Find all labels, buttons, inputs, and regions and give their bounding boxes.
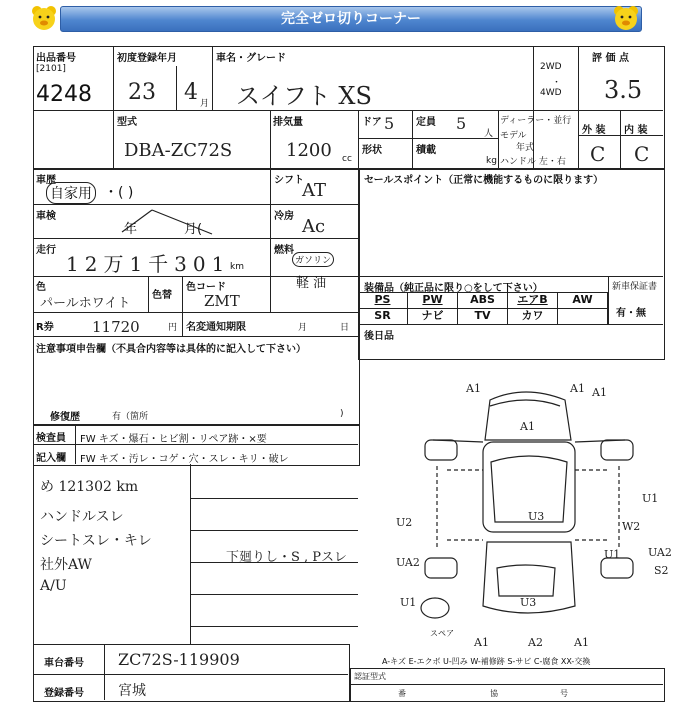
new-value: 有・無	[616, 308, 646, 319]
repair-value: 有（箇所	[112, 412, 149, 422]
int-value: C	[634, 142, 650, 166]
disp-value: 1200	[286, 140, 332, 161]
fuel-light: 軽 油	[296, 276, 327, 291]
mileage-value: 12万1千301	[66, 252, 231, 276]
fuel-gas: ガソリン	[292, 252, 334, 267]
damage-mark: U1	[400, 596, 417, 609]
door-label: ドア	[362, 117, 382, 128]
car-damage-diagram	[395, 370, 660, 628]
color-label: 色	[36, 282, 46, 293]
damage-mark: U3	[528, 510, 545, 523]
int-label: 内 装	[624, 125, 648, 136]
equip-item: SR	[358, 308, 408, 324]
damage-mark: UA2	[648, 546, 672, 559]
damage-mark: A1	[474, 636, 489, 649]
comment-line: め 121302 km	[40, 479, 139, 495]
dealer-label: ディーラー・並行	[500, 116, 572, 126]
damage-mark: A1	[520, 420, 535, 433]
lot-label: 出品番号	[36, 53, 76, 64]
load-label: 積載	[416, 145, 436, 156]
plate-label: 登録番号	[44, 688, 84, 699]
disp-unit: cc	[342, 154, 352, 164]
door-value: 5	[384, 114, 395, 133]
equip-item: カワ	[508, 308, 558, 324]
comment-line: ハンドルスレ	[40, 509, 124, 525]
load-unit: kg	[486, 156, 497, 166]
colorcode-value: ZMT	[204, 292, 240, 310]
damage-mark: A1	[570, 382, 585, 395]
equip-item: エアB	[508, 292, 558, 308]
inspector-row-1: FW キズ・爆石・ヒビ割・リペア跡・×要	[80, 434, 267, 445]
ac-label: 冷房	[274, 211, 294, 222]
sub-1: 番	[398, 689, 406, 698]
damage-mark: U3	[520, 596, 537, 609]
equip-item: AW	[558, 292, 608, 308]
auth-label: 認証型式	[354, 672, 386, 681]
shape-label: 形状	[362, 145, 382, 156]
equip-item: PW	[408, 292, 458, 308]
damage-mark: UA2	[396, 556, 420, 569]
legend-text: A-キズ E-エクボ U-凹み W-補修跡 S-サビ C-腐食 XX-交換	[382, 657, 591, 666]
recycle-value: 11720	[92, 318, 140, 336]
handle-label: ハンドル 左・右	[500, 157, 566, 167]
sub-2: 協	[490, 689, 498, 698]
repair-label: 修復歴	[50, 412, 80, 423]
equip-label: 装備品（純正品に限り○をして下さい）	[364, 283, 543, 294]
ext-value: C	[590, 142, 606, 166]
history-value: 自家用	[46, 182, 96, 204]
equip-empty-cell	[558, 308, 608, 324]
trunk-label: 後日品	[364, 331, 394, 342]
shift-value: AT	[302, 180, 327, 201]
equip-row-2	[358, 308, 608, 324]
cap-label: 定員	[416, 117, 436, 128]
history-label: 車歴	[36, 175, 56, 186]
inspect-month: 月(	[184, 222, 203, 237]
grade-value: 3.5	[604, 76, 643, 104]
damage-mark: A1	[574, 636, 589, 649]
type-value: DBA-ZC72S	[124, 140, 233, 161]
type-label: 型式	[117, 117, 137, 128]
mileage-unit: km	[230, 262, 244, 272]
mileage-label: 走行	[36, 245, 56, 256]
chassis-label: 車台番号	[44, 658, 84, 669]
sub-3: 号	[560, 689, 568, 698]
inspect-label: 車検	[36, 211, 56, 222]
carname-value: スイフト XS	[236, 82, 372, 110]
header-band	[0, 0, 700, 36]
damage-mark: U1	[642, 492, 659, 505]
new-label: 新車保証書	[612, 282, 658, 292]
repair-close: )	[340, 409, 344, 419]
shift-label: シフト	[274, 175, 304, 186]
equip-item: ABS	[458, 292, 508, 308]
history-paren: ・( )	[104, 185, 134, 201]
inspector-label: 検査員	[36, 433, 66, 444]
inspect-strike-mark	[112, 204, 222, 238]
plate-value: 宮城	[118, 683, 146, 699]
colorcode-label: 色コード	[186, 282, 226, 293]
comment-right-line: 下廻りし・S , Pスレ	[226, 550, 348, 565]
spare-note: スペア	[430, 629, 454, 638]
namechange-day: 日	[340, 323, 350, 333]
inspector-row-2: FW キズ・汚レ・コゲ・穴・スレ・キリ・破レ	[80, 454, 289, 465]
regyear-label: 初度登録年月	[117, 53, 177, 64]
fuel-label: 燃料	[274, 245, 294, 256]
color-value: パールホワイト	[40, 296, 131, 311]
grade-label: 評 価 点	[592, 53, 629, 64]
damage-mark: U2	[396, 516, 413, 529]
damage-mark: A1	[592, 386, 607, 399]
equip-row-1	[358, 292, 608, 308]
chassis-value: ZC72S-119909	[118, 650, 240, 669]
lot-sub: [2101]	[36, 64, 66, 74]
damage-mark: A2	[528, 636, 543, 649]
bear-logo-left	[30, 4, 58, 36]
cap-value: 5	[456, 114, 467, 133]
namechange-month: 月	[298, 323, 308, 333]
disp-label: 排気量	[273, 117, 303, 128]
color-change-label: 色替	[152, 290, 172, 301]
regyear-value: 23	[128, 80, 156, 105]
lot-number: 4248	[36, 82, 92, 107]
namechange-label: 名変通知期限	[186, 322, 246, 333]
inspect-year: 年	[124, 222, 138, 237]
sales-section	[358, 168, 665, 360]
bear-logo-right	[612, 4, 640, 36]
drive-dot: ・	[552, 78, 562, 88]
carname-label: 車名・グレード	[216, 53, 286, 64]
equip-item: ナビ	[408, 308, 458, 324]
inspector-label-2: 記入欄	[36, 453, 66, 464]
recycle-unit: 円	[168, 323, 178, 333]
model-year-label: 年式	[516, 143, 535, 153]
notes-label: 注意事項申告欄（不具合内容等は具体的に記入して下さい）	[36, 344, 306, 355]
header-title: 完全ゼロ切りコーナー	[60, 6, 642, 32]
cap-unit: 人	[484, 129, 494, 139]
drive-2wd: 2WD	[540, 62, 562, 72]
regmonth-value: 4	[184, 80, 198, 105]
ac-value: Ac	[302, 216, 326, 237]
recycle-label: R券	[36, 322, 54, 333]
comment-line: A/U	[40, 578, 67, 594]
comment-line: 社外AW	[40, 557, 92, 573]
damage-mark: U1	[604, 548, 621, 561]
damage-mark: S2	[654, 564, 669, 577]
model-label: モデル	[500, 131, 527, 141]
damage-mark: A1	[466, 382, 481, 395]
equip-item: TV	[458, 308, 508, 324]
damage-mark: W2	[622, 520, 641, 533]
ext-label: 外 装	[582, 125, 606, 136]
equip-item: PS	[358, 292, 408, 308]
comment-line: シートスレ・キレ	[40, 533, 152, 549]
sales-label: セールスポイント（正常に機能するものに限ります）	[364, 175, 604, 186]
regmonth-unit: 月	[200, 99, 210, 109]
drive-4wd: 4WD	[540, 88, 562, 98]
